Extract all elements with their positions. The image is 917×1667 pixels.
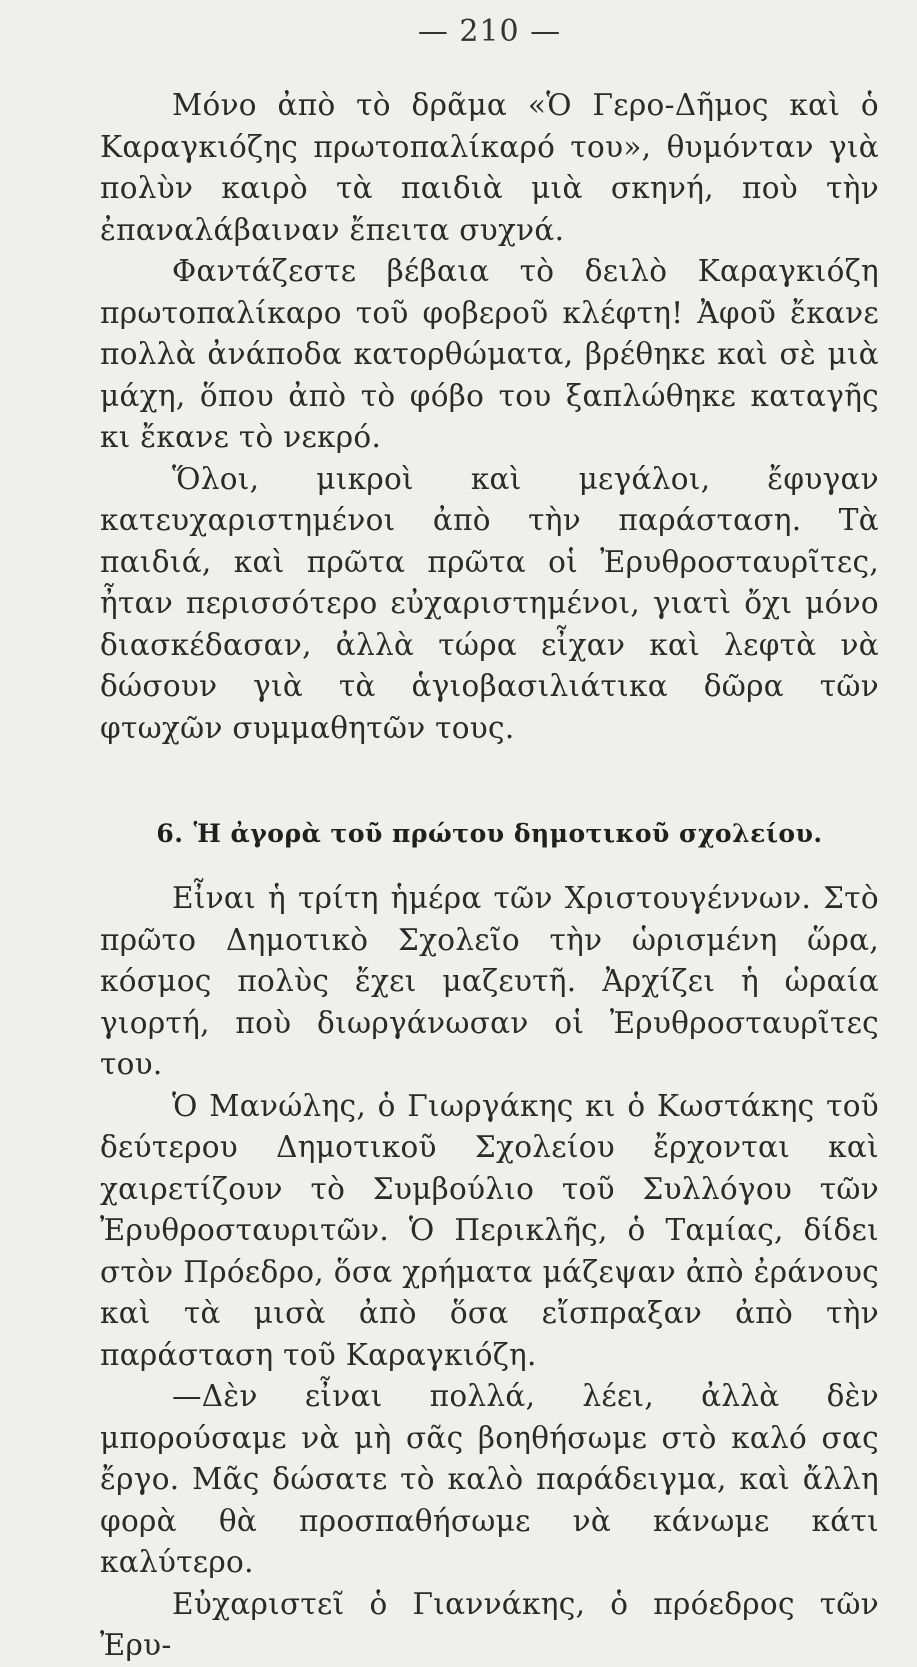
- paragraph-2: Φαντάζεστε βέβαια τὸ δειλὸ Καραγκιόζη πρωτοπαλίκαρο τοῦ φοβεροῦ κλέφτη! Ἀφοῦ ἔκανε πολλὰ ἀνάποδα κατορθώματα, βρέθηκε καὶ σὲ μιὰ μάχη, ὅπου ἀπὸ τὸ φόβο του ξαπλώθηκε καταγῆς κι ἔκανε τὸ νεκρό.: [100, 254, 879, 454]
- section-number: 6.: [156, 819, 184, 848]
- section-title-text: Ἡ ἀγορὰ τοῦ πρώτου δημοτικοῦ σχολείου.: [193, 819, 823, 848]
- paragraph-4: Εἶναι ἡ τρίτη ἡμέρα τῶν Χριστουγέννων. Στὸ πρῶτο Δημοτικὸ Σχολεῖο τὴν ὡρισμένη ὥρα, κόσμος πολὺς ἔχει μαζευτῆ. Ἀρχίζει ἡ ὡραία γιορτή, ποὺ διωργάνωσαν οἱ Ἐρυθροσταυρῖτες του.: [100, 881, 879, 1081]
- page-number: — 210 —: [417, 14, 562, 49]
- paragraph-6: —Δὲν εἶναι πολλά, λέει, ἀλλὰ δὲν μπορούσαμε νὰ μὴ σᾶς βοηθήσωμε στὸ καλό σας ἔργο. Μᾶς δώσατε τὸ καλὸ παράδειγμα, καὶ ἄλλη φορὰ θὰ προσπαθήσωμε νὰ κάνωμε κάτι καλύτερο.: [100, 1379, 879, 1579]
- section-heading: [100, 819, 879, 848]
- paragraph-3: Ὅλοι, μικροὶ καὶ μεγάλοι, ἔφυγαν κατευχαριστημένοι ἀπὸ τὴν παράσταση. Τὰ παιδιά, καὶ πρῶτα πρῶτα οἱ Ἐρυθροσταυρῖτες, ἦταν περισσότερο εὐχαριστημένοι, γιατὶ ὄχι μόνο διασκέδασαν, ἀλλὰ τώρα εἶχαν καὶ λεφτὰ νὰ δώσουν γιὰ τὰ ἁγιοβασιλιάτικα δῶρα τῶν φτωχῶν συμμαθητῶν τους.: [100, 461, 879, 745]
- paragraph-5: Ὁ Μανώλης, ὁ Γιωργάκης κι ὁ Κωστάκης τοῦ δεύτερου Δημοτικοῦ Σχολείου ἔρχονται καὶ χαιρετίζουν τὸ Συμβούλιο τοῦ Συλλόγου τῶν Ἐρυθροσταυριτῶν. Ὁ Περικλῆς, ὁ Ταμίας, δίδει στὸν Πρόεδρο, ὅσα χρήματα μάζεψαν ἀπὸ ἐράνους καὶ τὰ μισὰ ἀπὸ ὅσα εἴσπραξαν ἀπὸ τὴν παράσταση τοῦ Καραγκιόζη.: [100, 1088, 879, 1372]
- paragraph-7: Εὐχαριστεῖ ὁ Γιαννάκης, ὁ πρόεδρος τῶν Ἐρυ-: [100, 1586, 879, 1662]
- paragraph-1: Μόνο ἀπὸ τὸ δρᾶμα «Ὁ Γερο-Δῆμος καὶ ὁ Καραγκιόζης πρωτοπαλίκαρό του», θυμόνταν γιὰ πολὺν καιρὸ τὰ παιδιὰ μιὰ σκηνή, ποὺ τὴν ἐπαναλάβαιναν ἔπειτα συχνά.: [100, 88, 879, 247]
